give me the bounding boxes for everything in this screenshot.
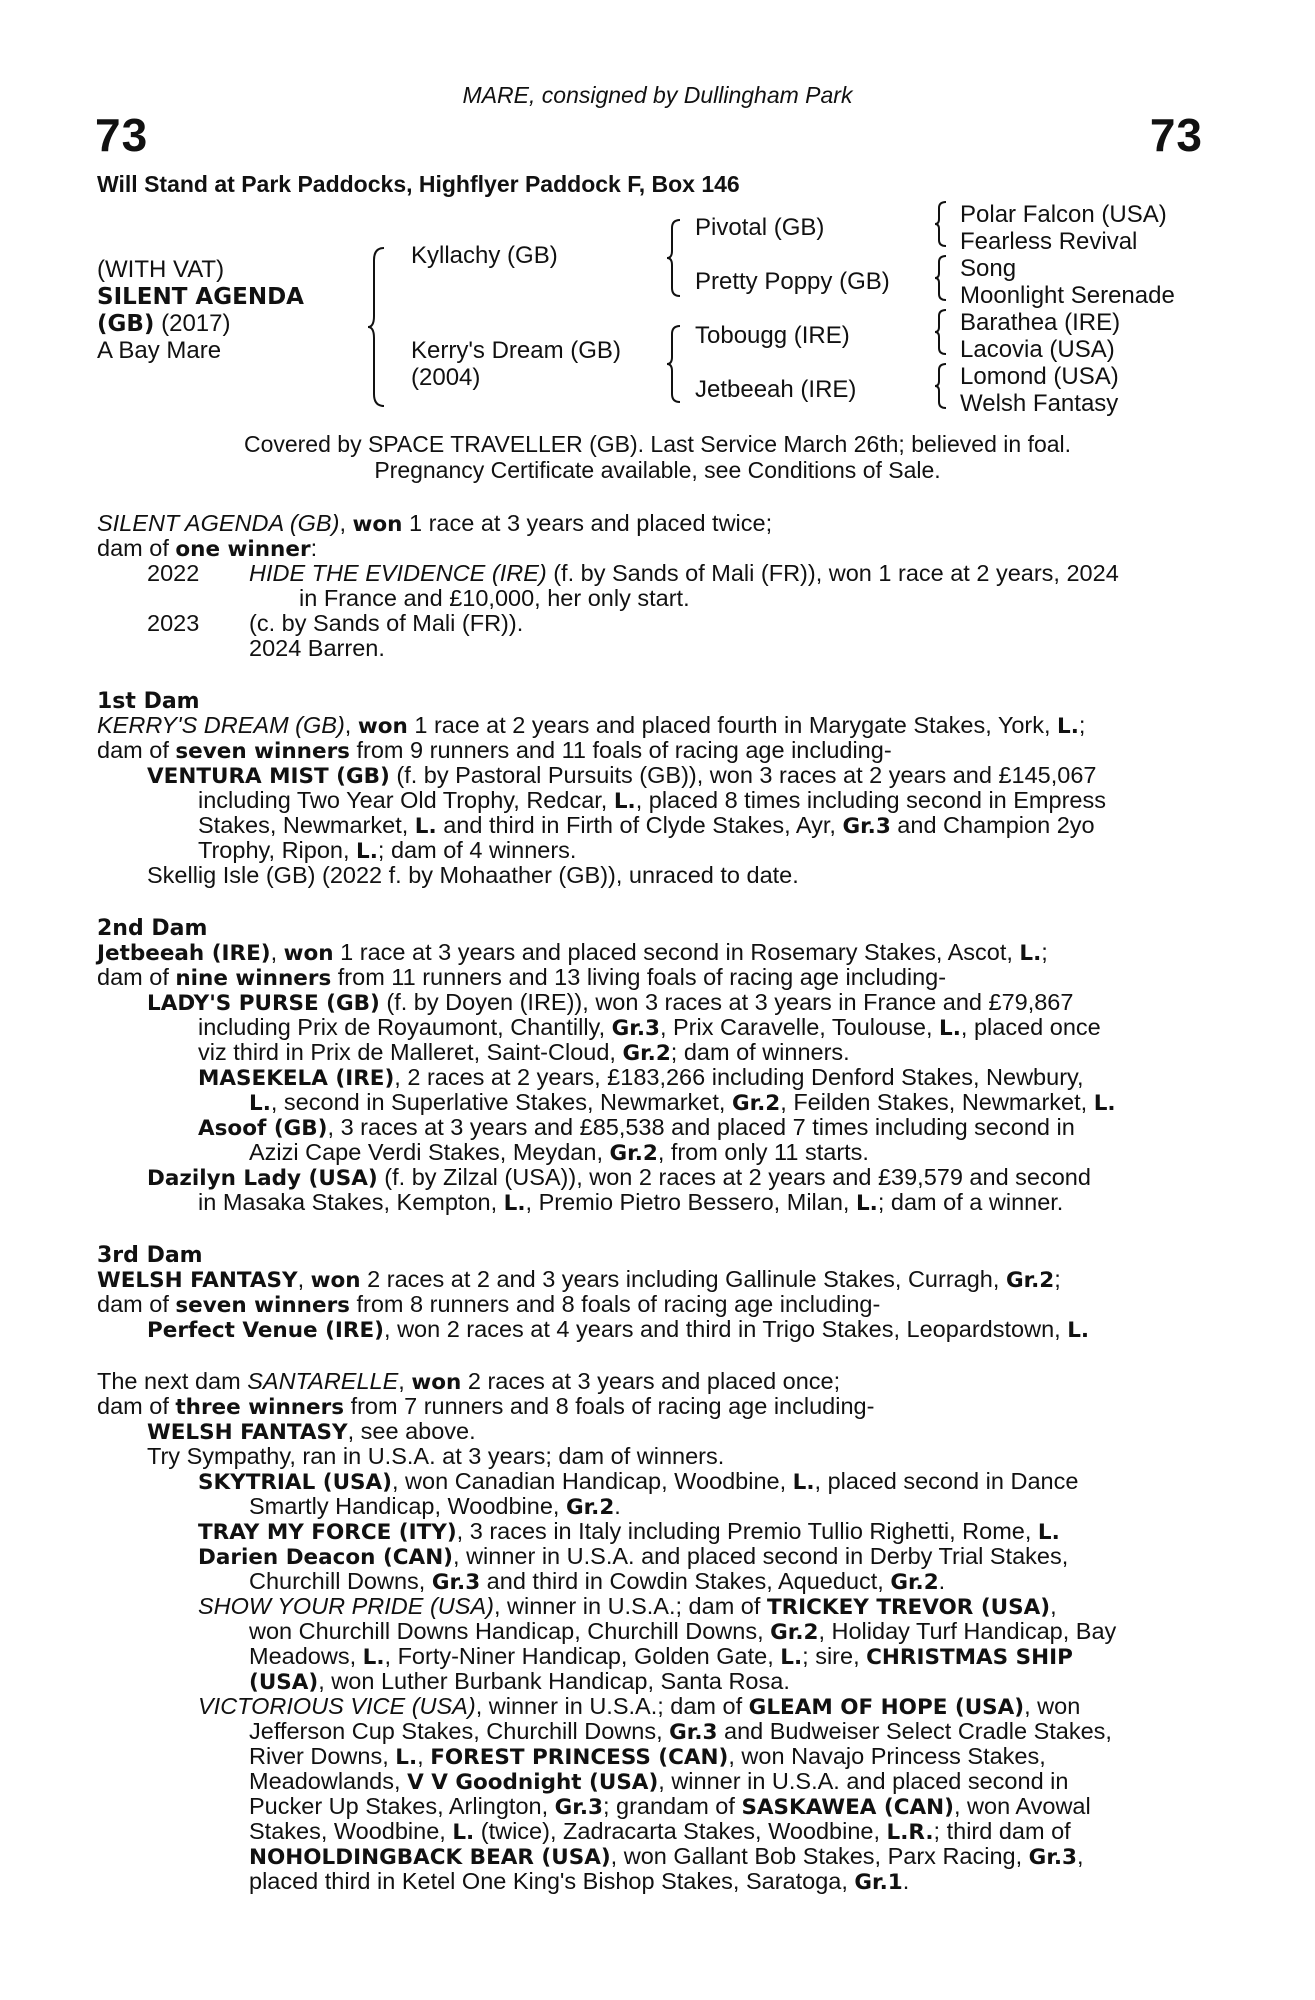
text: and Budweiser Select Cradle Stakes, xyxy=(717,1718,1112,1744)
text: , xyxy=(417,1743,431,1769)
produce-line xyxy=(147,1165,1091,1192)
sire-dam-brace xyxy=(366,246,388,408)
grade: Gr.3 xyxy=(842,814,891,839)
produce-line-cont xyxy=(249,1569,945,1596)
produce-name: TRICKEY TREVOR (USA) xyxy=(766,1595,1051,1620)
text: and third in Firth of Clyde Stakes, Ayr, xyxy=(436,812,843,838)
text: , placed second in Dance xyxy=(814,1468,1079,1494)
produce-line-cont xyxy=(249,1794,1091,1821)
dam-year: (2004) xyxy=(411,364,481,391)
text: ; xyxy=(1054,1266,1061,1292)
dam-line xyxy=(97,1369,840,1396)
horse-description: A Bay Mare xyxy=(97,337,222,364)
grade: L.R. xyxy=(886,1820,934,1845)
won-label: won xyxy=(357,714,408,739)
text: ; xyxy=(1041,939,1048,965)
text: and Champion 2yo xyxy=(890,812,1095,838)
dam-line xyxy=(97,713,1085,740)
lot-number-right: 73 xyxy=(1149,109,1203,161)
grade: Gr.3 xyxy=(611,1016,660,1041)
produce-line-cont xyxy=(249,1644,1073,1671)
grade: Gr.3 xyxy=(431,1570,481,1595)
dam-name: Jetbeeah (IRE) xyxy=(97,941,271,966)
dam-line xyxy=(97,1292,880,1319)
produce-line xyxy=(198,1694,1080,1721)
grade: Gr.2 xyxy=(1005,1268,1055,1293)
text: , xyxy=(398,1368,412,1394)
produce-line xyxy=(198,1115,1075,1142)
text: (f. by Sands of Mali (FR)), won 1 race at 2 years, 2024 xyxy=(546,560,1119,586)
produce-line-cont xyxy=(198,1190,1063,1217)
produce-line-cont xyxy=(249,1619,1116,1646)
grade: Gr.1 xyxy=(854,1870,903,1895)
ancestor-6: Lacovia (USA) xyxy=(960,336,1115,363)
produce-year: 2023 xyxy=(147,610,200,636)
grade: L. xyxy=(249,1091,271,1116)
dam-name: Kerry's Dream (GB) xyxy=(411,337,621,364)
produce-name: SKYTRIAL (USA) xyxy=(198,1470,392,1495)
text: from 8 runners and 8 foals of racing age including- xyxy=(349,1291,881,1317)
text: 2 races at 3 years and placed once; xyxy=(461,1368,841,1394)
dam-line xyxy=(97,1394,874,1421)
produce-line-cont xyxy=(249,1744,1046,1771)
produce-line-cont xyxy=(198,1040,850,1067)
ancestor-7: Lomond (USA) xyxy=(960,363,1119,390)
produce-line-cont xyxy=(249,1669,790,1696)
text: 1 race at 3 years and placed second in Rosemary Stakes, Ascot, xyxy=(333,939,1020,965)
produce-line-cont xyxy=(198,1015,1101,1042)
produce-line: (c. by Sands of Mali (FR)). xyxy=(249,610,524,636)
text: 1 race at 2 years and placed fourth in Marygate Stakes, York, xyxy=(407,712,1058,738)
grade: L. xyxy=(414,814,437,839)
grade: L. xyxy=(1019,941,1042,966)
text: dam of xyxy=(97,535,176,561)
text: ; sire, xyxy=(802,1643,867,1669)
g3-brace-3 xyxy=(933,308,949,356)
produce-line xyxy=(198,1594,1057,1621)
grade: L. xyxy=(613,789,636,814)
text: Stakes, Woodbine, xyxy=(249,1818,453,1844)
text: , xyxy=(297,1266,311,1292)
ancestor-2: Fearless Revival xyxy=(960,228,1138,255)
grade: L. xyxy=(855,1191,878,1216)
text: . xyxy=(614,1493,621,1519)
text: ; grandam of xyxy=(602,1793,742,1819)
produce-name: HIDE THE EVIDENCE (IRE) xyxy=(249,560,547,586)
text: and third in Cowdin Stakes, Aqueduct, xyxy=(480,1568,891,1594)
produce-name: VICTORIOUS VICE (USA) xyxy=(198,1693,476,1719)
text: , Premio Pietro Bessero, Milan, xyxy=(525,1189,856,1215)
produce-line xyxy=(198,1469,1078,1496)
mare-name: SILENT AGENDA (GB) xyxy=(97,510,340,536)
text: ; third dam of xyxy=(933,1818,1071,1844)
covering-line-1: Covered by SPACE TRAVELLER (GB). Last Service March 26th; believed in foal. xyxy=(243,431,1072,457)
text: , from only 11 starts. xyxy=(657,1139,869,1165)
produce-name: MASEKELA (IRE) xyxy=(198,1066,395,1091)
text: , xyxy=(270,939,284,965)
produce-line xyxy=(147,763,1097,790)
horse-name xyxy=(97,283,304,311)
sire-name: Kyllachy (GB) xyxy=(411,242,558,269)
text: , Forty-Niner Handicap, Golden Gate, xyxy=(384,1643,781,1669)
text: , won xyxy=(1024,1693,1081,1719)
text: dam of xyxy=(97,737,176,763)
text: ; dam of winners. xyxy=(670,1039,850,1065)
text: won Churchill Downs Handicap, Churchill Downs, xyxy=(249,1618,771,1644)
produce-name: Dazilyn Lady (USA) xyxy=(147,1166,378,1191)
produce-line xyxy=(198,1065,1084,1092)
text: ; dam of 4 winners. xyxy=(377,837,577,863)
produce-line: 2024 Barren. xyxy=(249,635,385,661)
grade: Gr.2 xyxy=(890,1570,939,1595)
text: : xyxy=(310,535,318,561)
produce-name: V V Goodnight (USA) xyxy=(407,1770,659,1795)
section-heading: 3rd Dam xyxy=(97,1243,203,1268)
dam-line xyxy=(97,940,1048,967)
produce-line xyxy=(198,1544,1068,1571)
produce-name: VENTURA MIST (GB) xyxy=(147,764,390,789)
text: Meadows, xyxy=(249,1643,363,1669)
grade: L. xyxy=(503,1191,526,1216)
produce-name: Darien Deacon (CAN) xyxy=(198,1545,454,1570)
produce-line xyxy=(147,1317,1089,1344)
horse-year: (2017) xyxy=(161,310,231,337)
mare-line-1 xyxy=(97,511,772,538)
text: , 3 races at 3 years and £85,538 and placed 7 times including second in xyxy=(327,1114,1075,1140)
g3-brace-2 xyxy=(933,254,949,302)
dam-name: SANTARELLE xyxy=(247,1368,399,1394)
produce-line-cont xyxy=(249,1090,1116,1117)
text: Stakes, Newmarket, xyxy=(198,812,415,838)
produce-name: FOREST PRINCESS (CAN) xyxy=(430,1745,729,1770)
text: Pucker Up Stakes, Arlington, xyxy=(249,1793,555,1819)
produce-line xyxy=(249,561,1119,587)
text: , winner in U.S.A.; dam of xyxy=(475,1693,749,1719)
text: dam of xyxy=(97,1291,176,1317)
produce-line-cont xyxy=(249,1140,869,1167)
mare-line-2 xyxy=(97,536,317,563)
text: Smartly Handicap, Woodbine, xyxy=(249,1493,566,1519)
text: , xyxy=(1076,1843,1084,1869)
grade: Gr.2 xyxy=(565,1495,615,1520)
produce-name: CHRISTMAS SHIP xyxy=(866,1645,1073,1670)
text: , Prix Caravelle, Toulouse, xyxy=(659,1014,940,1040)
text: from 9 runners and 11 foals of racing age including- xyxy=(349,737,892,763)
section-heading: 1st Dam xyxy=(97,689,200,714)
text: . xyxy=(938,1568,946,1594)
text: River Downs, xyxy=(249,1743,396,1769)
grade: Gr.3 xyxy=(1028,1845,1077,1870)
produce-name: SASKAWEA (CAN) xyxy=(741,1795,954,1820)
text: , winner in U.S.A. and placed second in Derby Trial Stakes, xyxy=(453,1543,1069,1569)
produce-line xyxy=(147,1419,476,1446)
text: , winner in U.S.A. and placed second in xyxy=(658,1768,1069,1794)
section-heading: 2nd Dam xyxy=(97,916,208,941)
text: The next dam xyxy=(97,1368,248,1394)
dam-name: KERRY'S DREAM (GB) xyxy=(97,712,345,738)
dam-sire: Tobougg (IRE) xyxy=(695,322,850,349)
grade: L. xyxy=(792,1470,815,1495)
ancestor-3: Song xyxy=(960,255,1017,282)
produce-name: Perfect Venue (IRE) xyxy=(147,1318,385,1343)
text: ; xyxy=(1078,712,1086,738)
grade: Gr.2 xyxy=(731,1091,781,1116)
produce-line xyxy=(198,1519,1060,1546)
grade: L. xyxy=(1093,1091,1116,1116)
produce-name: LADY'S PURSE (GB) xyxy=(147,991,380,1016)
winners-count: seven winners xyxy=(175,1293,350,1318)
text: , see above. xyxy=(347,1418,476,1444)
ancestor-1: Polar Falcon (USA) xyxy=(960,201,1167,228)
produce-name: (USA) xyxy=(249,1670,319,1695)
ancestor-5: Barathea (IRE) xyxy=(960,309,1121,336)
text: , xyxy=(344,712,358,738)
text: Churchill Downs, xyxy=(249,1568,432,1594)
mare-record: 1 race at 3 years and placed twice; xyxy=(402,510,773,536)
produce-name: Asoof (GB) xyxy=(198,1116,328,1141)
winners-count: one winner xyxy=(175,537,311,562)
won-label: won xyxy=(411,1370,462,1395)
consignment-line: MARE, consigned by Dullingham Park xyxy=(462,82,853,108)
dam-dam: Jetbeeah (IRE) xyxy=(695,376,857,403)
g3-brace-1 xyxy=(933,200,949,248)
grade: Gr.2 xyxy=(609,1141,658,1166)
produce-name: NOHOLDINGBACK BEAR (USA) xyxy=(249,1845,611,1870)
grade: Gr.3 xyxy=(669,1720,718,1745)
text: Jefferson Cup Stakes, Churchill Downs, xyxy=(249,1718,670,1744)
covering-note xyxy=(0,431,1315,483)
sire-sire: Pivotal (GB) xyxy=(695,214,825,241)
grade: L. xyxy=(780,1645,803,1670)
text: , won Canadian Handicap, Woodbine, xyxy=(392,1468,793,1494)
winners-count: three winners xyxy=(175,1395,345,1420)
stand-location: Will Stand at Park Paddocks, Highflyer Paddock F, Box 146 xyxy=(97,171,740,197)
text: , Feilden Stakes, Newmarket, xyxy=(780,1089,1094,1115)
text: , 2 races at 2 years, £183,266 including Denford Stakes, Newbury, xyxy=(394,1064,1084,1090)
text: , won Avowal xyxy=(953,1793,1091,1819)
text: , xyxy=(1050,1593,1057,1619)
dam-line-brace xyxy=(665,324,683,404)
dam-line xyxy=(97,738,892,765)
text: 2 races at 2 and 3 years including Gallinule Stakes, Curragh, xyxy=(360,1266,1006,1292)
sire-line-brace xyxy=(665,218,683,298)
text: , won Gallant Bob Stakes, Parx Racing, xyxy=(610,1843,1029,1869)
text: dam of xyxy=(97,1393,176,1419)
produce-name: GLEAM OF HOPE (USA) xyxy=(748,1695,1025,1720)
winners-count: nine winners xyxy=(175,966,332,991)
won-label: won xyxy=(283,941,334,966)
grade: L. xyxy=(395,1745,418,1770)
text: , placed once xyxy=(960,1014,1101,1040)
won-label: won xyxy=(310,1268,361,1293)
text: , won Navajo Princess Stakes, xyxy=(728,1743,1046,1769)
text: dam of xyxy=(97,964,176,990)
text: from 7 runners and 8 foals of racing age including- xyxy=(344,1393,875,1419)
text: Meadowlands, xyxy=(249,1768,408,1794)
grade: L. xyxy=(1037,1520,1060,1545)
produce-line-cont xyxy=(198,788,1106,815)
covering-line-2: Pregnancy Certificate available, see Conditions of Sale. xyxy=(374,457,941,483)
ancestor-4: Moonlight Serenade xyxy=(960,282,1175,309)
produce-name: WELSH FANTASY xyxy=(147,1420,348,1445)
g3-brace-4 xyxy=(933,362,949,410)
text: including Prix de Royaumont, Chantilly, xyxy=(198,1014,612,1040)
listed-mark: L. xyxy=(1057,714,1079,739)
won-label: won xyxy=(352,512,403,537)
horse-origin xyxy=(97,310,230,338)
produce-line-cont: in France and £10,000, her only start. xyxy=(299,585,690,611)
produce-line-cont xyxy=(198,838,576,865)
produce-line-cont xyxy=(249,1494,621,1521)
grade: L. xyxy=(356,839,378,864)
text: (f. by Pastoral Pursuits (GB)), won 3 races at 2 years and £145,067 xyxy=(389,762,1097,788)
text: , won 2 races at 4 years and third in Trigo Stakes, Leopardstown, xyxy=(384,1316,1068,1342)
text: , Holiday Turf Handicap, Bay xyxy=(818,1618,1117,1644)
sep: , xyxy=(339,510,353,536)
horse-name-text: SILENT AGENDA xyxy=(97,284,304,310)
text: , won Luther Burbank Handicap, Santa Rosa. xyxy=(318,1668,790,1694)
grade: L. xyxy=(939,1016,961,1041)
text: placed third in Ketel One King's Bishop Stakes, Saratoga, xyxy=(249,1868,855,1894)
produce-line-cont xyxy=(249,1719,1112,1746)
produce-line: Try Sympathy, ran in U.S.A. at 3 years; dam of winners. xyxy=(147,1443,725,1469)
grade: Gr.2 xyxy=(770,1620,819,1645)
horse-country: (GB) xyxy=(97,311,155,337)
produce-name: SHOW YOUR PRIDE (USA) xyxy=(198,1593,494,1619)
grade: L. xyxy=(452,1820,475,1845)
text: in Masaka Stakes, Kempton, xyxy=(198,1189,504,1215)
text: (f. by Doyen (IRE)), won 3 races at 3 years in France and £79,867 xyxy=(379,989,1074,1015)
grade: L. xyxy=(1067,1318,1090,1343)
produce-line xyxy=(147,990,1073,1017)
produce-name: TRAY MY FORCE (ITY) xyxy=(198,1520,457,1545)
produce-line-cont xyxy=(249,1844,1084,1871)
lot-number-left: 73 xyxy=(95,109,149,161)
text: , winner in U.S.A.; dam of xyxy=(493,1593,767,1619)
text: , second in Superlative Stakes, Newmarket, xyxy=(270,1089,732,1115)
text: , placed 8 times including second in Empress xyxy=(635,787,1106,813)
grade: Gr.3 xyxy=(554,1795,603,1820)
sire-dam: Pretty Poppy (GB) xyxy=(695,268,890,295)
vat-note: (WITH VAT) xyxy=(97,256,225,283)
ancestor-8: Welsh Fantasy xyxy=(960,390,1119,417)
text: (twice), Zadracarta Stakes, Woodbine, xyxy=(474,1818,887,1844)
dam-name: WELSH FANTASY xyxy=(97,1268,298,1293)
produce-line-cont xyxy=(249,1819,1071,1846)
dam-line xyxy=(97,1267,1061,1294)
winners-count: seven winners xyxy=(175,739,350,764)
text: (f. by Zilzal (USA)), won 2 races at 2 years and £39,579 and second xyxy=(377,1164,1091,1190)
produce-line-cont xyxy=(249,1769,1068,1796)
dam-line xyxy=(97,965,946,992)
text: Azizi Cape Verdi Stakes, Meydan, xyxy=(249,1139,610,1165)
text: from 11 runners and 13 living foals of racing age including- xyxy=(331,964,947,990)
grade: Gr.2 xyxy=(622,1041,671,1066)
text: . xyxy=(902,1868,910,1894)
produce-line: Skellig Isle (GB) (2022 f. by Mohaather (GB)), unraced to date. xyxy=(147,862,799,888)
produce-line-cont xyxy=(249,1869,909,1896)
text: including Two Year Old Trophy, Redcar, xyxy=(198,787,614,813)
produce-year: 2022 xyxy=(147,560,200,586)
text: ; dam of a winner. xyxy=(877,1189,1064,1215)
produce-line-cont xyxy=(198,813,1095,840)
text: viz third in Prix de Malleret, Saint-Cloud, xyxy=(198,1039,623,1065)
text: , 3 races in Italy including Premio Tullio Righetti, Rome, xyxy=(456,1518,1038,1544)
text: Trophy, Ripon, xyxy=(198,837,357,863)
grade: L. xyxy=(362,1645,385,1670)
